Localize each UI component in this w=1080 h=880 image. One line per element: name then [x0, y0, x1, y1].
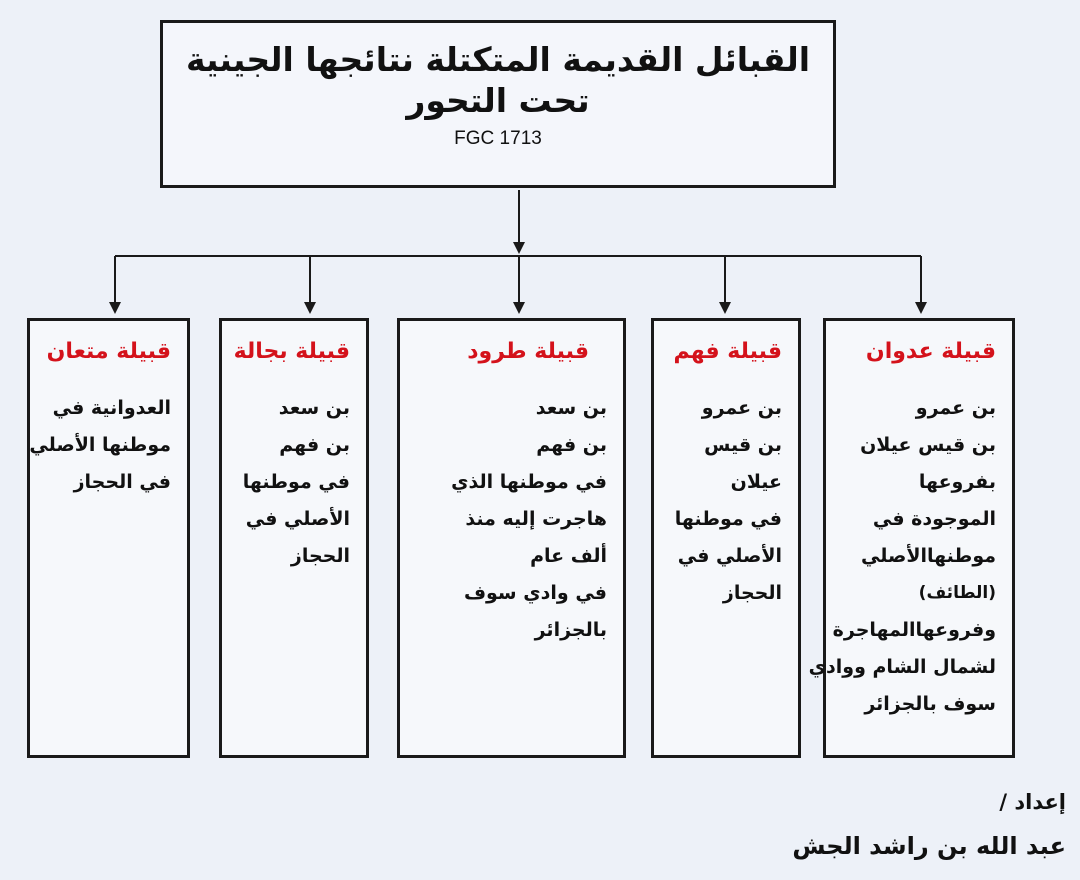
tribe-line: في موطنها: [674, 508, 782, 530]
tribe-line: موطنهاالأصلي: [860, 545, 996, 567]
tribe-title: قبيلة فهم: [673, 339, 782, 364]
tribe-line: بن قيس: [704, 434, 782, 456]
tribe-line: ألف عام: [530, 545, 607, 567]
tribe-line: الأصلي في: [677, 545, 782, 567]
tribe-line: العدوانية في: [52, 397, 171, 419]
tribe-line: موطنها الأصلي: [29, 434, 171, 456]
tribe-box-tarud: [397, 318, 626, 758]
tribe-line: الأصلي في: [245, 508, 350, 530]
credit-label: إعداد /: [999, 790, 1066, 814]
tribe-line: الحجاز: [722, 582, 782, 604]
tribe-line: سوف بالجزائر: [864, 693, 996, 715]
tribe-title: قبيلة متعان: [46, 339, 171, 364]
tribe-box-fahm: [651, 318, 801, 758]
tribe-line: بفروعها: [918, 471, 996, 493]
tribe-line: بن فهم: [279, 434, 350, 456]
tribe-title: قبيلة بجالة: [233, 339, 350, 364]
tribe-line: هاجرت إليه منذ: [465, 508, 607, 530]
tribe-line: بن عمرو: [701, 397, 782, 419]
tribe-line: بن سعد: [535, 397, 607, 419]
diagram-title-line-1: القبائل القديمة المتكتلة نتائجها الجينية: [185, 40, 811, 79]
tribe-title: قبيلة طرود: [467, 339, 589, 364]
tribe-line: عيلان: [730, 471, 782, 493]
tribe-line: في موطنها الذي: [451, 471, 607, 493]
credit-author-name: عبد الله بن راشد الجش: [792, 832, 1066, 860]
diagram-title-line-2: تحت التحور: [406, 81, 590, 121]
tribe-line: بن عمرو: [915, 397, 996, 419]
tribe-title: قبيلة عدوان: [865, 339, 996, 364]
tribe-line: لشمال الشام ووادي: [808, 656, 996, 678]
tribe-line: في الحجاز: [73, 471, 171, 493]
tribe-line: بن فهم: [536, 434, 607, 456]
tribe-box-adwan: [808, 318, 1015, 758]
tribe-line: (الطائف): [918, 583, 996, 603]
tribe-line: بالجزائر: [534, 619, 607, 641]
tribe-line: وفروعهاالمهاجرة: [832, 619, 996, 641]
tribe-line: في موطنها: [242, 471, 350, 493]
tribe-line: بن سعد: [278, 397, 350, 419]
tribe-box-mitan: [27, 318, 190, 758]
tribe-line: في وادي سوف: [463, 582, 607, 604]
haplogroup-code: FGC 1713: [454, 127, 542, 149]
tribe-line: الحجاز: [290, 545, 350, 567]
tribe-box-bajala: [219, 318, 369, 758]
tribe-line: بن قيس عيلان: [860, 434, 996, 456]
tribe-line: الموجودة في: [872, 508, 996, 530]
